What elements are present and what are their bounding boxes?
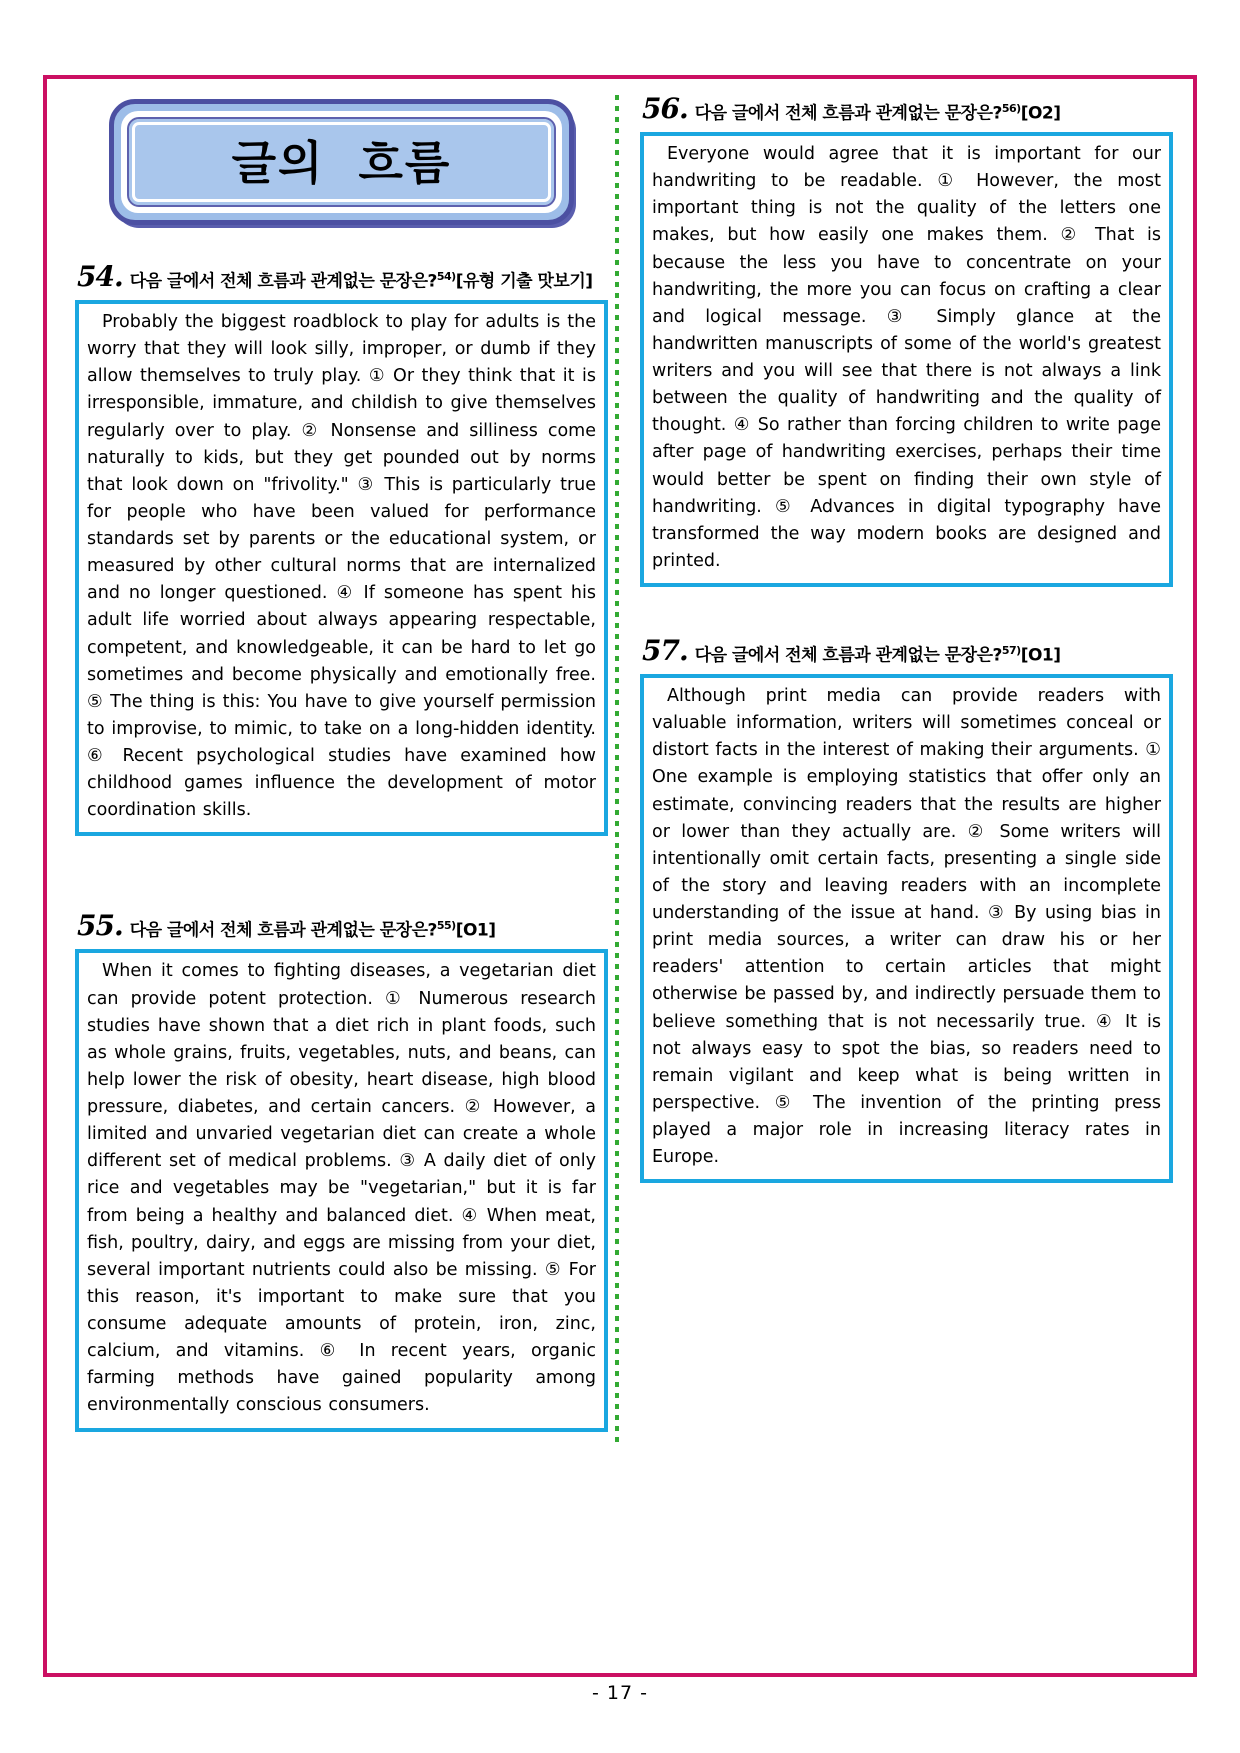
passage-text: Everyone would agree that it is important for our handwriting to be readable. ① However, the most important thing is not the quality of the letters one makes, but how easily one makes them. ② That is because the less you have to concentrate on your handwriting, the more you can focus on crafting a clear and logical message. ③ Simply glance at the handwritten manuscripts of some of the world's greatest writers and you will see that there is not always a link between the quality of handwriting and the quality of thought. ④ So rather than forcing children to write page after page of handwriting exercises, perhaps their time would better be spent on finding their own style of handwriting. ⑤ Advances in digital typography have transformed the way modern books are designed and printed.: [652, 144, 1161, 571]
question-tag: [O2]: [1020, 103, 1061, 124]
question-prompt: [130, 912, 496, 941]
question-number: 54.: [77, 260, 123, 293]
question-56-header: [642, 92, 1173, 125]
question-55-header: [77, 909, 608, 943]
passage-box: [75, 949, 608, 1431]
question-prompt: [695, 95, 1061, 124]
section-banner: [109, 99, 574, 225]
page-number: - 17 -: [592, 1682, 648, 1704]
passage-text: Probably the biggest roadblock to play for adults is the worry that they will look silly, improper, or dumb if they allow themselves to truly play. ① Or they think that it is irresponsible, immature, and childish to give themselves regularly over to play. ② Nonsense and silliness come naturally to kids, but they get pounded out by norms that look down on "frivolity." ③ This is particularly true for people who have been valued for performance standards set by parents or the educational system, or measured by other cultural norms that are internalized and no longer questioned. ④ If someone has spent his adult life worried about always appearing respectable, competent, and knowledgeable, it can be hard to let go sometimes and become physically and emotionally free. ⑤ The thing is this: You have to give yourself permission to improvise, to mimic, to take on a long-hidden identity. ⑥ Recent psychological studies have examined how childhood games influence the development of motor coordination skills.: [87, 312, 596, 821]
footnote-marker: 55): [436, 919, 456, 933]
question-number: 57.: [642, 634, 688, 668]
question-number: 56.: [642, 92, 688, 125]
question-prompt-text: 다음 글에서 전체 흐름과 관계없는 문장은?: [129, 271, 437, 292]
footnote-marker: 54): [436, 270, 456, 283]
passage-box: [75, 300, 608, 836]
banner-inner: [127, 117, 556, 207]
question-55: [75, 909, 608, 1431]
question-tag: [O1]: [1020, 645, 1061, 666]
footnote-marker: 56): [1001, 102, 1021, 115]
question-56: [640, 92, 1173, 587]
question-prompt-text: 다음 글에서 전체 흐름과 관계없는 문장은?: [694, 645, 1002, 666]
question-54-header: [77, 260, 608, 293]
question-57-header: [642, 634, 1173, 668]
passage-box: [640, 132, 1173, 587]
question-tag: [유형 기출 맛보기]: [455, 271, 593, 292]
passage-box: [640, 674, 1173, 1183]
question-tag: [O1]: [455, 921, 496, 942]
passage-text: Although print media can provide readers with valuable information, writers will sometimes conceal or distort facts in the interest of making their arguments. ① One example is employing statistics that offer only an estimate, convincing readers that the results are higher or lower than they actually are. ② Some writers will intentionally omit certain facts, presenting a single side of the story and leaving readers with an incomplete understanding of the issue at hand. ③ By using bias in print media sources, a writer can draw his or her readers' attention to certain articles that might otherwise be passed by, and indirectly persuade them to believe something that is not necessarily true. ④ It is not always easy to spot the bias, so readers need to remain vigilant and keep what is being written in perspective. ⑤ The invention of the printing press played a major role in increasing literacy rates in Europe.: [652, 686, 1161, 1168]
question-57: [640, 634, 1173, 1183]
question-prompt-text: 다음 글에서 전체 흐름과 관계없는 문장은?: [129, 921, 437, 942]
banner-frame: [121, 111, 562, 213]
passage-text: When it comes to fighting diseases, a vegetarian diet can provide potent protection. ① Numerous research studies have shown that a diet rich in plant foods, such as whole grains, fruits, vegetables, nuts, and beans, can help lower the risk of obesity, heart disease, high blood pressure, diabetes, and certain cancers. ② However, a limited and unvaried vegetarian diet can create a whole different set of medical problems. ③ A daily diet of only rice and vegetables may be "vegetarian," but it is far from being a healthy and balanced diet. ④ When meat, fish, poultry, dairy, and eggs are missing from your diet, several important nutrients could also be missing. ⑤ For this reason, it's important to make sure that you consume adequate amounts of protein, iron, zinc, calcium, and vitamins. ⑥ In recent years, organic farming methods have gained popularity among environmentally conscious consumers.: [87, 961, 596, 1416]
section-title: 글의 흐름: [231, 136, 452, 190]
question-54: [75, 260, 608, 836]
question-number: 55.: [77, 909, 123, 943]
question-prompt: [130, 263, 593, 292]
column-divider: [615, 95, 619, 1447]
question-prompt: [695, 637, 1061, 666]
right-column: [640, 92, 1173, 1183]
left-column: [75, 95, 608, 1432]
question-prompt-text: 다음 글에서 전체 흐름과 관계없는 문장은?: [694, 103, 1002, 124]
footnote-marker: 57): [1001, 644, 1021, 658]
